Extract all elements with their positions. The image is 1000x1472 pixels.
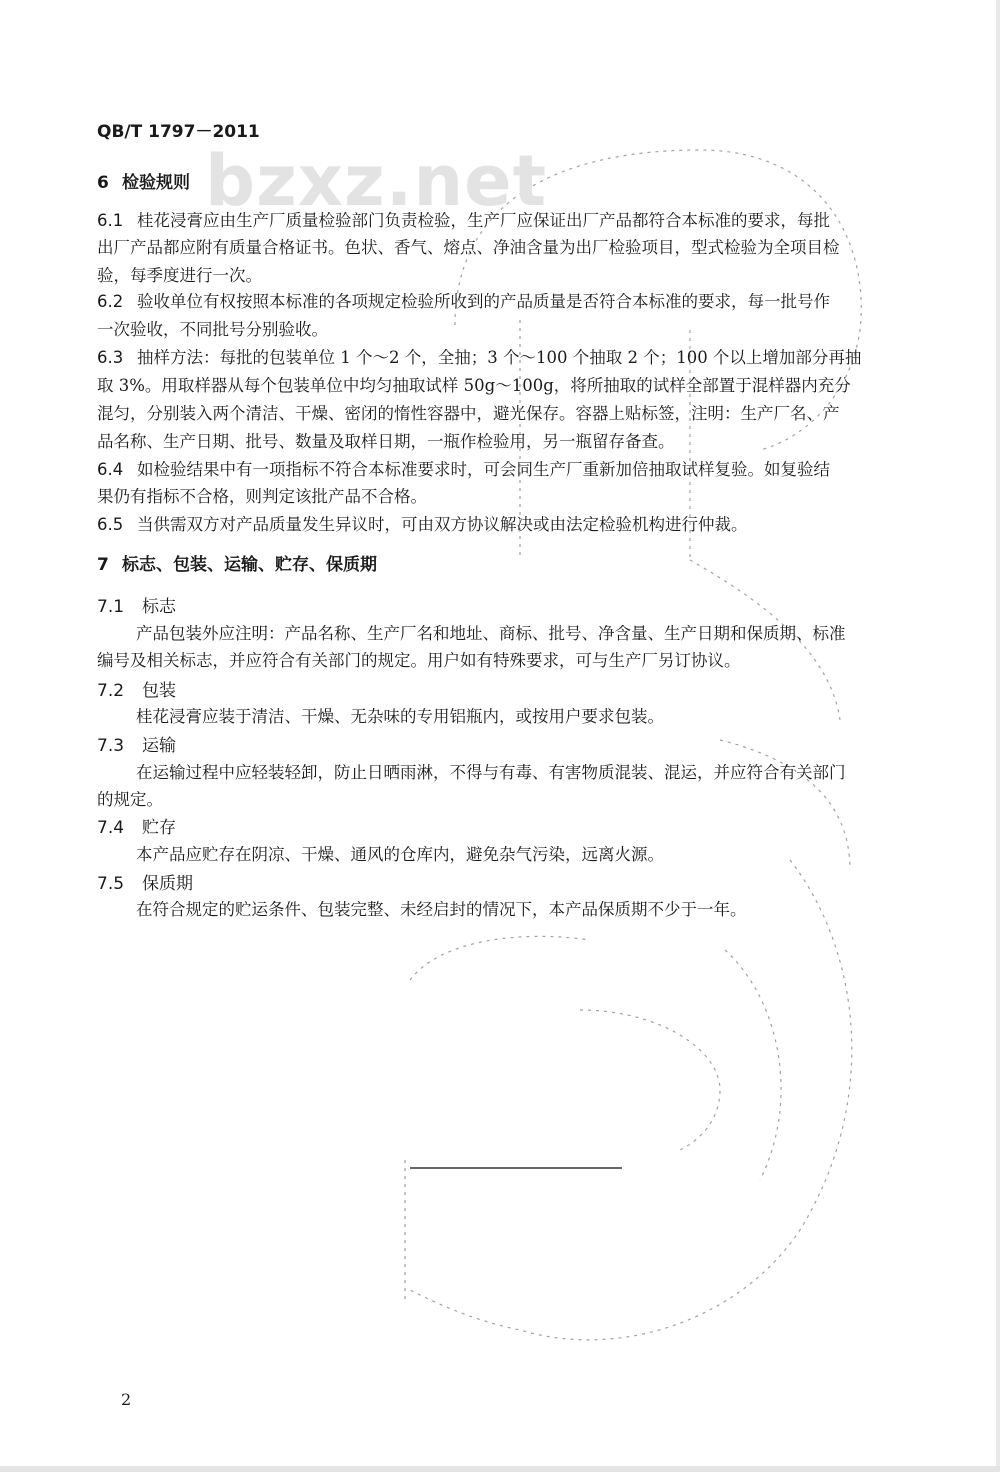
clause-number: 7.2 xyxy=(97,681,125,701)
clause-6-3-line-1 xyxy=(97,348,861,368)
clause-title: 运输 xyxy=(142,736,176,756)
clause-number: 6.4 xyxy=(97,460,124,479)
clause-6-2-line-2: 一次验收，不同批号分别验收。 xyxy=(97,320,328,339)
clause-title: 保质期 xyxy=(142,874,193,894)
clause-number: 6.2 xyxy=(97,292,124,311)
clause-6-4-line-1 xyxy=(97,460,830,480)
standard-number: QB/T 1797－2011 xyxy=(97,122,260,142)
clause-6-2-line-1 xyxy=(97,292,830,312)
clause-7-5-heading xyxy=(97,874,193,894)
clause-6-1-line-3: 验，每季度进行一次。 xyxy=(97,266,262,285)
clause-number: 7.1 xyxy=(97,597,125,617)
section-number: 6 xyxy=(97,173,109,193)
clause-title: 贮存 xyxy=(142,818,176,838)
section-6-heading xyxy=(97,173,190,193)
clause-7-1-line-2: 编号及相关标志，并应符合有关部门的规定。用户如有特殊要求，可与生产厂另订协议。 xyxy=(97,651,741,670)
clause-text: 抽样方法：每批的包装单位 1 个～2 个，全抽；3 个～100 个抽取 2 个；100 个以上增加部分再抽 xyxy=(137,348,862,367)
clause-6-1-line-2: 出厂产品都应附有质量合格证书。色状、香气、熔点、净油含量为出厂检验项目，型式检验为全项目检 xyxy=(97,238,840,257)
clause-number: 6.1 xyxy=(97,211,124,230)
clause-7-4-line-1: 本产品应贮存在阴凉、干燥、通风的仓库内，避免杂气污染，远离火源。 xyxy=(136,845,664,864)
section-7-heading xyxy=(97,555,377,575)
page-edge-right xyxy=(996,0,1000,1472)
clause-7-5-line-1: 在符合规定的贮运条件、包装完整、未经启封的情况下，本产品保质期不少于一年。 xyxy=(136,900,747,919)
clause-text: 如检验结果中有一项指标不符合本标准要求时，可会同生产厂重新加倍抽取试样复验。如复验结 xyxy=(137,460,830,479)
clause-6-1-line-1 xyxy=(97,211,830,231)
clause-number: 7.3 xyxy=(97,736,125,756)
clause-7-3-line-1: 在运输过程中应轻装轻卸，防止日晒雨淋，不得与有毒、有害物质混装、混运，并应符合有关部门 xyxy=(136,763,846,782)
clause-6-5-line-1 xyxy=(97,515,748,535)
clause-7-3-heading xyxy=(97,736,176,756)
clause-7-1-line-1: 产品包装外应注明：产品名称、生产厂名和地址、商标、批号、净含量、生产日期和保质期、标准 xyxy=(136,624,846,643)
clause-title: 包装 xyxy=(142,681,176,701)
clause-number: 6.5 xyxy=(97,515,124,534)
clause-text: 验收单位有权按照本标准的各项规定检验所收到的产品质量是否符合本标准的要求，每一批号作 xyxy=(137,292,830,311)
clause-6-3-line-3: 混匀，分别装入两个清洁、干燥、密闭的惰性容器中，避光保存。容器上贴标签，注明：生产厂名、产 xyxy=(97,404,840,423)
section-title: 检验规则 xyxy=(122,173,190,193)
page-number: 2 xyxy=(121,1390,132,1409)
watermark: bzxz.net xyxy=(205,140,548,222)
clause-number: 7.4 xyxy=(97,818,125,838)
clause-7-1-heading xyxy=(97,597,176,617)
clause-7-4-heading xyxy=(97,818,176,838)
page-edge-bottom xyxy=(0,1466,1000,1472)
clause-number: 7.5 xyxy=(97,874,125,894)
clause-text: 当供需双方对产品质量发生异议时，可由双方协议解决或由法定检验机构进行仲裁。 xyxy=(137,515,748,534)
clause-7-3-line-2: 的规定。 xyxy=(97,790,163,809)
clause-6-3-line-4: 品名称、生产日期、批号、数量及取样日期，一瓶作检验用，另一瓶留存备查。 xyxy=(97,432,675,451)
section-number: 7 xyxy=(97,555,109,575)
clause-6-4-line-2: 果仍有指标不合格，则判定该批产品不合格。 xyxy=(97,487,427,506)
clause-title: 标志 xyxy=(142,597,176,617)
clause-6-3-line-2: 取 3%。用取样器从每个包装单位中均匀抽取试样 50g～100g，将所抽取的试样全部置于混样器内充分 xyxy=(97,376,851,395)
section-title: 标志、包装、运输、贮存、保质期 xyxy=(122,555,377,575)
clause-7-2-line-1: 桂花浸膏应装于清洁、干燥、无杂味的专用铝瓶内，或按用户要求包装。 xyxy=(136,707,664,726)
clause-number: 6.3 xyxy=(97,348,124,367)
clause-text: 桂花浸膏应由生产厂质量检验部门负责检验，生产厂应保证出厂产品都符合本标准的要求，每批 xyxy=(137,211,830,230)
clause-7-2-heading xyxy=(97,681,176,701)
